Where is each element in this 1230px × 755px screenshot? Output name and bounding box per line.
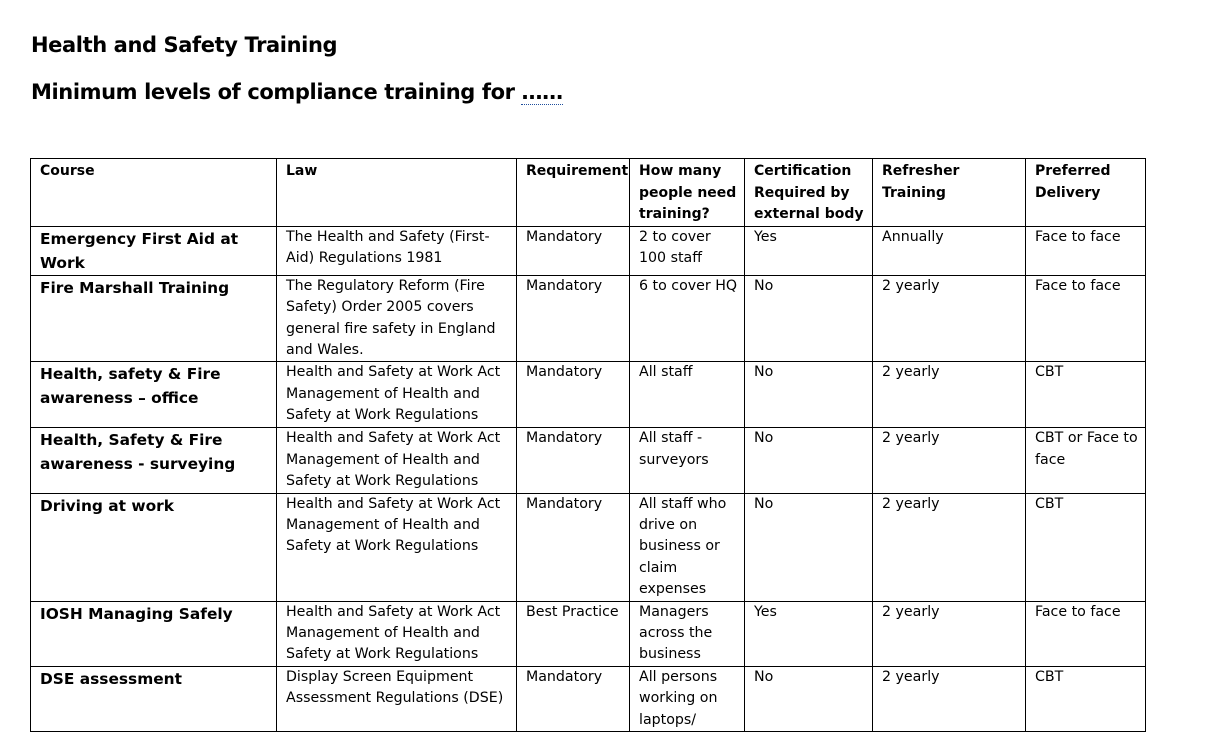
certification-cell: No: [745, 428, 873, 493]
course-cell: Health, Safety & Fire awareness - surveying: [31, 428, 277, 493]
requirement-cell: Mandatory: [517, 666, 630, 731]
table-row: [31, 275, 1146, 362]
course-cell: Fire Marshall Training: [31, 275, 277, 362]
delivery-cell: CBT or Face to face: [1026, 428, 1146, 493]
certification-cell: Yes: [745, 226, 873, 275]
subtitle-placeholder-dots: ……: [521, 80, 563, 104]
document-subtitle: [31, 80, 563, 104]
requirement-cell: Mandatory: [517, 362, 630, 428]
law-cell: The Health and Safety (First-Aid) Regulations 1981: [277, 226, 517, 275]
header-course: Course: [31, 159, 277, 227]
table-row: [31, 428, 1146, 493]
refresher-cell: 2 yearly: [873, 362, 1026, 428]
law-cell: Health and Safety at Work Act Management of Health and Safety at Work Regulations: [277, 428, 517, 493]
table-row: [31, 362, 1146, 428]
how-many-cell: All staff - surveyors: [630, 428, 745, 493]
certification-cell: No: [745, 493, 873, 601]
subtitle-text: Minimum levels of compliance training for: [31, 80, 522, 104]
table-row: [31, 601, 1146, 666]
refresher-cell: 2 yearly: [873, 493, 1026, 601]
requirement-cell: Mandatory: [517, 275, 630, 362]
course-cell: DSE assessment: [31, 666, 277, 731]
refresher-cell: 2 yearly: [873, 428, 1026, 493]
refresher-cell: 2 yearly: [873, 275, 1026, 362]
header-certification: Certification Required by external body: [745, 159, 873, 227]
law-cell: Health and Safety at Work Act Management of Health and Safety at Work Regulations: [277, 362, 517, 428]
delivery-cell: Face to face: [1026, 226, 1146, 275]
requirement-cell: Mandatory: [517, 226, 630, 275]
refresher-cell: 2 yearly: [873, 601, 1026, 666]
requirement-cell: Mandatory: [517, 493, 630, 601]
header-law: Law: [277, 159, 517, 227]
law-cell: The Regulatory Reform (Fire Safety) Order 2005 covers general fire safety in England and Wales.: [277, 275, 517, 362]
delivery-cell: CBT: [1026, 362, 1146, 428]
course-cell: Driving at work: [31, 493, 277, 601]
how-many-cell: All persons working on laptops/: [630, 666, 745, 731]
delivery-cell: CBT: [1026, 666, 1146, 731]
requirement-cell: Mandatory: [517, 428, 630, 493]
course-cell: IOSH Managing Safely: [31, 601, 277, 666]
table-header-row: [31, 159, 1146, 227]
header-requirement: Requirement: [517, 159, 630, 227]
table-row: [31, 226, 1146, 275]
course-cell: Health, safety & Fire awareness – office: [31, 362, 277, 428]
law-cell: Display Screen Equipment Assessment Regulations (DSE): [277, 666, 517, 731]
compliance-training-table: [30, 158, 1146, 732]
certification-cell: Yes: [745, 601, 873, 666]
how-many-cell: 6 to cover HQ: [630, 275, 745, 362]
certification-cell: No: [745, 666, 873, 731]
how-many-cell: All staff who drive on business or claim expenses: [630, 493, 745, 601]
header-refresher: Refresher Training: [873, 159, 1026, 227]
requirement-cell: Best Practice: [517, 601, 630, 666]
table-row: [31, 493, 1146, 601]
course-cell: Emergency First Aid at Work: [31, 226, 277, 275]
refresher-cell: 2 yearly: [873, 666, 1026, 731]
header-delivery: Preferred Delivery: [1026, 159, 1146, 227]
document-title: Health and Safety Training: [31, 33, 338, 57]
how-many-cell: Managers across the business: [630, 601, 745, 666]
refresher-cell: Annually: [873, 226, 1026, 275]
delivery-cell: Face to face: [1026, 601, 1146, 666]
law-cell: Health and Safety at Work Act Management of Health and Safety at Work Regulations: [277, 493, 517, 601]
law-cell: Health and Safety at Work Act Management of Health and Safety at Work Regulations: [277, 601, 517, 666]
certification-cell: No: [745, 362, 873, 428]
table-row: [31, 666, 1146, 731]
delivery-cell: CBT: [1026, 493, 1146, 601]
how-many-cell: All staff: [630, 362, 745, 428]
header-how-many: How many people need training?: [630, 159, 745, 227]
how-many-cell: 2 to cover 100 staff: [630, 226, 745, 275]
delivery-cell: Face to face: [1026, 275, 1146, 362]
certification-cell: No: [745, 275, 873, 362]
